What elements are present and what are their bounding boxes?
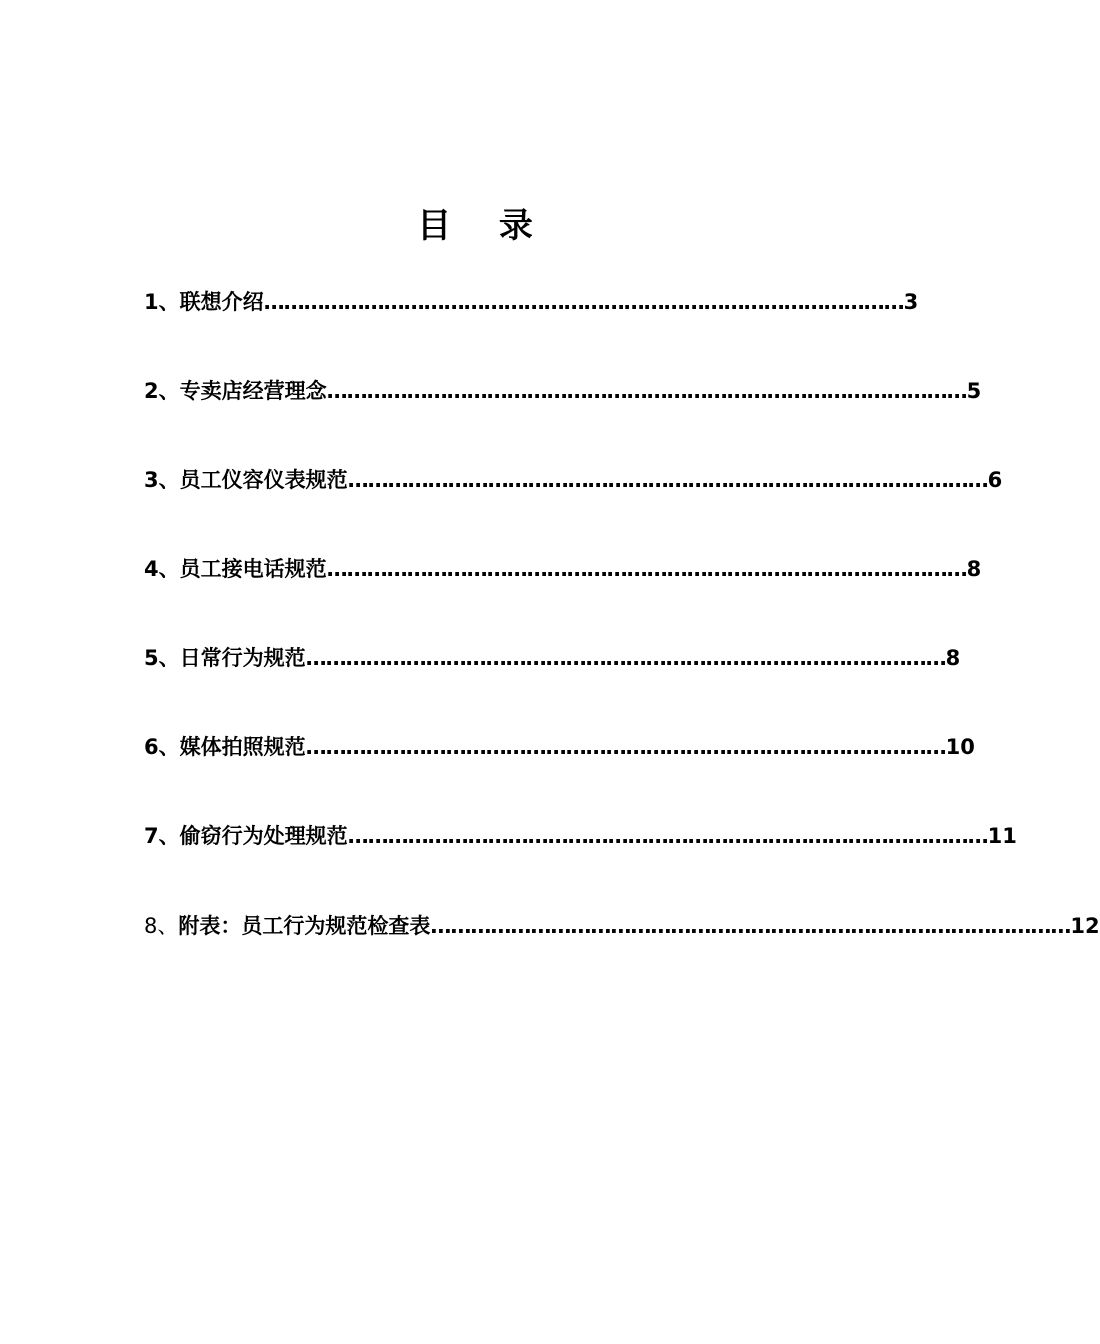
toc-entry-1[interactable] [144,287,919,317]
toc-entry-page: 6 [987,468,1003,492]
dot-leader: …………………………………………………………………………………… [326,557,967,581]
dot-leader: …………………………………………………………………………………… [430,914,1071,938]
toc-entry-number: 2、 [144,379,180,403]
dot-leader: …………………………………………………………………………………… [305,646,946,670]
toc-entry-page: 5 [966,379,982,403]
dot-leader: …………………………………………………………………………………… [326,379,967,403]
toc-entry-number: 6、 [144,735,180,759]
toc-entry-number: 5、 [144,646,180,670]
toc-entry-page: 11 [987,824,1017,848]
toc-entry-7[interactable] [144,821,1017,851]
toc-entry-page: 3 [903,290,919,314]
dot-leader: …………………………………………………………………………………… [305,735,946,759]
toc-entry-page: 8 [945,646,961,670]
toc-entry-number: 3、 [144,468,180,492]
toc-entry-label: 联想介绍 [179,290,264,314]
toc-entry-number: 4、 [144,557,180,581]
toc-entry-label: 日常行为规范 [179,646,306,670]
toc-entry-3[interactable] [144,465,1003,495]
toc-entry-page: 8 [966,557,982,581]
toc-entry-page: 12 [1070,914,1100,938]
toc-entry-5[interactable] [144,643,961,673]
dot-leader: …………………………………………………………………………………… [347,824,988,848]
toc-entry-page: 10 [945,735,975,759]
toc-entry-4[interactable] [144,554,982,584]
toc-entry-8[interactable] [144,911,1100,941]
toc-entry-label: 偷窃行为处理规范 [179,824,348,848]
toc-entry-label: 员工接电话规范 [179,557,327,581]
toc-title: 目 录 [417,206,551,246]
dot-leader: …………………………………………………………………………………… [263,290,904,314]
toc-entry-6[interactable] [144,732,975,762]
toc-entry-label: 员工仪容仪表规范 [179,468,348,492]
toc-entry-number: 8、 [144,914,179,938]
toc-entry-label: 附表：员工行为规范检查表 [178,914,431,938]
toc-entry-number: 7、 [144,824,180,848]
toc-entry-label: 媒体拍照规范 [179,735,306,759]
toc-entry-label: 专卖店经营理念 [179,379,327,403]
dot-leader: …………………………………………………………………………………… [347,468,988,492]
toc-entry-2[interactable] [144,376,982,406]
toc-entry-number: 1、 [144,290,180,314]
